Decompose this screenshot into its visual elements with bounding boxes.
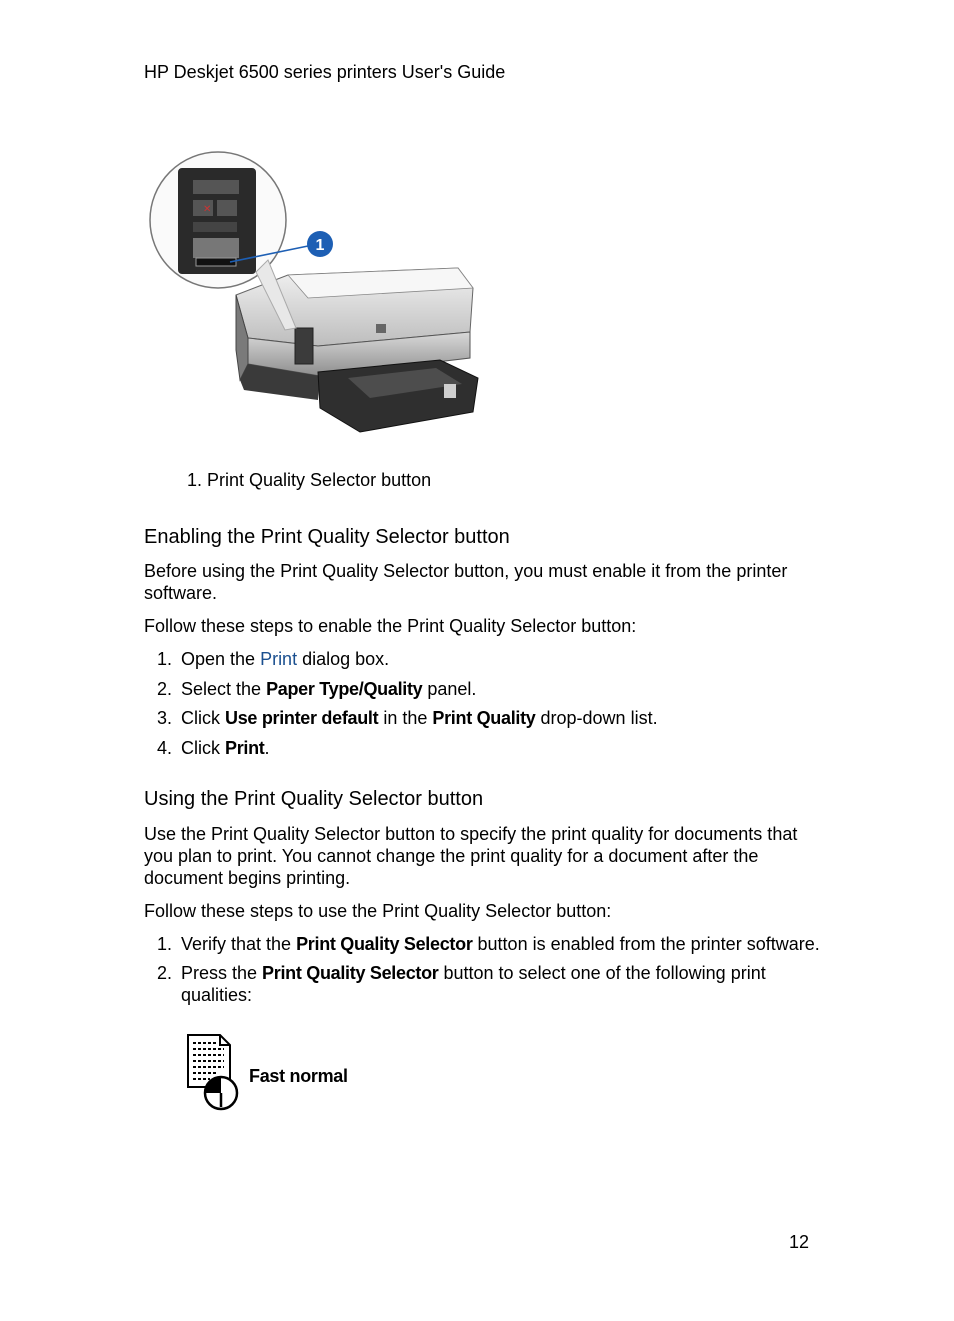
section-heading-using: Using the Print Quality Selector button [144, 788, 484, 810]
print-dialog-link[interactable]: Print [260, 649, 298, 669]
page-header: HP Deskjet 6500 series printers User's Guide [144, 62, 506, 82]
page-number: 12 [789, 1232, 810, 1252]
svg-text:✕: ✕ [203, 204, 212, 215]
fast-normal-document-icon [186, 1033, 242, 1113]
figure-caption: 1. Print Quality Selector button [187, 470, 432, 490]
section-heading-enabling: Enabling the Print Quality Selector button [144, 526, 510, 548]
paragraph: Before using the Print Quality Selector button, you must enable it from the printer software. [144, 561, 788, 603]
paragraph: Follow these steps to enable the Print Quality Selector button: [144, 616, 637, 636]
printer-illustration [148, 150, 482, 436]
paragraph: Follow these steps to use the Print Quality Selector button: [144, 901, 612, 921]
quality-option-label: Fast normal [249, 1066, 348, 1086]
callout-number: 1 [315, 237, 325, 254]
paragraph: Use the Print Quality Selector button to specify the print quality for documents that you plan to print. You cannot change the print quality for a document after the document begins printing. [144, 824, 798, 888]
